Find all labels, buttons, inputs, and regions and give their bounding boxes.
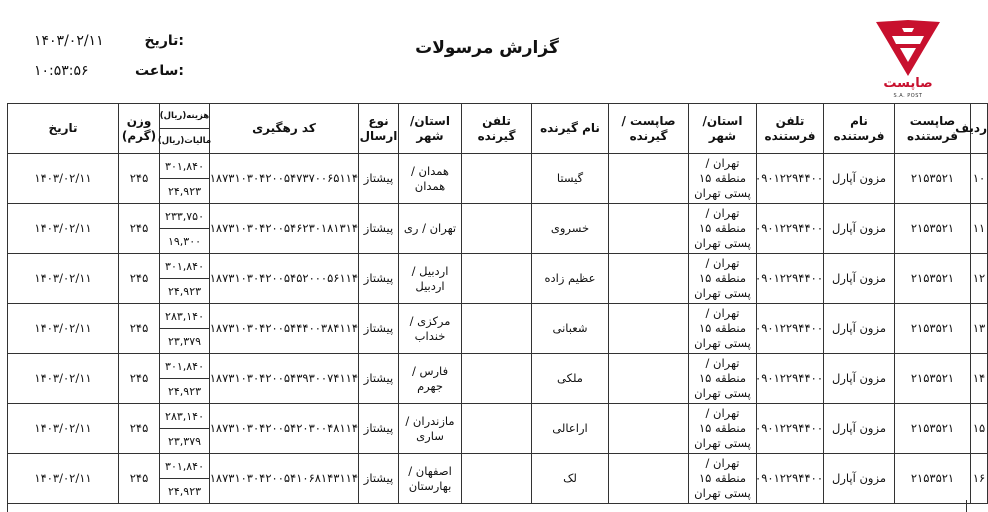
sender-code-cell: ۲۱۵۳۵۲۱	[895, 354, 971, 404]
col-receiver-phone: تلفن گیرنده	[462, 104, 532, 154]
tracking-cell: ۱۸۷۳۱۰۳۰۴۲۰۰۵۴۷۳۷۰۰۶۵۱۱۴	[210, 154, 359, 204]
sender-phone-cell: ۰۹۰۱۲۲۹۴۴۰۰	[757, 204, 824, 254]
col-row: ردیف	[971, 104, 988, 154]
col-sender-phone: تلفن فرستنده	[757, 104, 824, 154]
table-row	[8, 354, 988, 404]
receiver-province-cell: فارس / جهرم	[399, 354, 462, 404]
sender-phone-cell: ۰۹۰۱۲۲۹۴۴۰۰	[757, 404, 824, 454]
tracking-cell: ۱۸۷۳۱۰۳۰۴۲۰۰۵۴۱۰۶۸۱۴۳۱۱۴	[210, 454, 359, 504]
sender-province-cell: تهران / منطقه ۱۵ پستی تهران	[689, 454, 757, 504]
tax-value: ۲۴,۹۲۳	[167, 384, 202, 398]
date-cell: ۱۴۰۳/۰۲/۱۱	[8, 404, 119, 454]
receiver-name-cell: اراعالی	[532, 404, 609, 454]
sender-code-cell: ۲۱۵۳۵۲۱	[895, 304, 971, 354]
sender-name-cell: مزون آپارل	[824, 204, 895, 254]
receiver-name-cell: گیستا	[532, 154, 609, 204]
receiver-name-cell: ملکی	[532, 354, 609, 404]
weight-cell: ۲۴۵	[119, 254, 160, 304]
report-time: ۱۰:۵۳:۵۶	[34, 63, 89, 79]
row-cell: ۱۳	[971, 304, 988, 354]
sender-province-cell: تهران / منطقه ۱۵ پستی تهران	[689, 254, 757, 304]
cost-value: ۲۸۳,۱۴۰	[160, 304, 209, 329]
tracking-cell: ۱۸۷۳۱۰۳۰۴۲۰۰۵۴۴۴۰۰۳۸۴۱۱۴	[210, 304, 359, 354]
row-cell: ۱۰	[971, 154, 988, 204]
date-cell: ۱۴۰۳/۰۲/۱۱	[8, 154, 119, 204]
send-type-cell: پیشتاز	[359, 354, 399, 404]
sender-name-cell: مزون آپارل	[824, 354, 895, 404]
receiver-code-cell	[609, 204, 689, 254]
col-receiver-name: نام گیرنده	[532, 104, 609, 154]
receiver-name-cell: عظیم زاده	[532, 254, 609, 304]
receiver-province-cell: اردبیل / اردبیل	[399, 254, 462, 304]
tracking-cell: ۱۸۷۳۱۰۳۰۴۲۰۰۵۴۲۰۳۰۰۴۸۱۱۴	[210, 404, 359, 454]
cost-value: ۳۰۱,۸۴۰	[160, 454, 209, 479]
receiver-name-cell: شعبانی	[532, 304, 609, 354]
col-date: تاریخ	[8, 104, 119, 154]
table-header-row	[8, 104, 988, 154]
table-row	[8, 204, 988, 254]
send-type-cell: پیشتاز	[359, 304, 399, 354]
table-row	[8, 404, 988, 454]
receiver-phone-cell	[462, 154, 532, 204]
table-row	[8, 254, 988, 304]
sender-code-cell: ۲۱۵۳۵۲۱	[895, 454, 971, 504]
logo-subtext: S.A. POST	[893, 93, 923, 99]
sender-province-cell: تهران / منطقه ۱۵ پستی تهران	[689, 304, 757, 354]
cost-value: ۳۰۱,۸۴۰	[160, 254, 209, 279]
sender-name-cell: مزون آپارل	[824, 404, 895, 454]
date-cell: ۱۴۰۳/۰۲/۱۱	[8, 254, 119, 304]
weight-cell: ۲۴۵	[119, 304, 160, 354]
cost-cell	[160, 454, 210, 504]
tax-value: ۲۴,۹۲۳	[167, 484, 202, 498]
tax-value: ۲۴,۹۲۳	[167, 284, 202, 298]
col-sender-name: نام فرستنده	[824, 104, 895, 154]
row-cell: ۱۵	[971, 404, 988, 454]
cost-cell	[160, 404, 210, 454]
time-label: ساعت:	[134, 63, 184, 79]
receiver-province-cell: تهران / ری	[399, 204, 462, 254]
col-sender-province: استان/ شهر	[689, 104, 757, 154]
weight-cell: ۲۴۵	[119, 404, 160, 454]
cost-value: ۳۰۱,۸۴۰	[160, 354, 209, 379]
date-label: تاریخ:	[144, 33, 184, 49]
sender-province-cell: تهران / منطقه ۱۵ پستی تهران	[689, 354, 757, 404]
date-cell: ۱۴۰۳/۰۲/۱۱	[8, 304, 119, 354]
cost-value: ۲۳۳,۷۵۰	[160, 204, 209, 229]
sender-phone-cell: ۰۹۰۱۲۲۹۴۴۰۰	[757, 304, 824, 354]
receiver-phone-cell	[462, 304, 532, 354]
tracking-cell: ۱۸۷۳۱۰۳۰۴۲۰۰۵۴۵۲۰۰۰۵۶۱۱۴	[210, 254, 359, 304]
col-cost-label: هزینه(ریال)	[160, 104, 209, 129]
receiver-province-cell: مازندران / ساری	[399, 404, 462, 454]
weight-cell: ۲۴۵	[119, 154, 160, 204]
sender-phone-cell: ۰۹۰۱۲۲۹۴۴۰۰	[757, 254, 824, 304]
sender-code-cell: ۲۱۵۳۵۲۱	[895, 404, 971, 454]
weight-cell: ۲۴۵	[119, 204, 160, 254]
table-row	[8, 454, 988, 504]
sender-province-cell: تهران / منطقه ۱۵ پستی تهران	[689, 154, 757, 204]
col-tracking: کد رهگیری	[210, 104, 359, 154]
receiver-name-cell: لک	[532, 454, 609, 504]
receiver-code-cell	[609, 404, 689, 454]
cost-value: ۳۰۱,۸۴۰	[160, 154, 209, 179]
receiver-phone-cell	[462, 454, 532, 504]
sender-code-cell: ۲۱۵۳۵۲۱	[895, 204, 971, 254]
weight-cell: ۲۴۵	[119, 454, 160, 504]
sender-name-cell: مزون آپارل	[824, 154, 895, 204]
sender-code-cell: ۲۱۵۳۵۲۱	[895, 254, 971, 304]
send-type-cell: پیشتاز	[359, 204, 399, 254]
row-cell: ۱۲	[971, 254, 988, 304]
time-row	[34, 56, 184, 86]
receiver-phone-cell	[462, 204, 532, 254]
receiver-code-cell	[609, 354, 689, 404]
tax-value: ۲۳,۳۷۹	[167, 334, 202, 348]
tax-value: ۲۳,۳۷۹	[167, 434, 202, 448]
sender-name-cell: مزون آپارل	[824, 254, 895, 304]
send-type-cell: پیشتاز	[359, 154, 399, 204]
cost-cell	[160, 354, 210, 404]
table-row	[8, 304, 988, 354]
receiver-phone-cell	[462, 354, 532, 404]
sender-code-cell: ۲۱۵۳۵۲۱	[895, 154, 971, 204]
receiver-name-cell: خسروی	[532, 204, 609, 254]
row-cell: ۱۶	[971, 454, 988, 504]
receiver-code-cell	[609, 454, 689, 504]
sender-phone-cell: ۰۹۰۱۲۲۹۴۴۰۰	[757, 454, 824, 504]
col-receiver-province: استان/ شهر	[399, 104, 462, 154]
cost-cell	[160, 254, 210, 304]
receiver-code-cell	[609, 304, 689, 354]
col-cost	[157, 104, 212, 154]
send-type-cell: پیشتاز	[359, 254, 399, 304]
receiver-phone-cell	[462, 404, 532, 454]
sender-phone-cell: ۰۹۰۱۲۲۹۴۴۰۰	[757, 154, 824, 204]
shipments-table	[7, 103, 988, 504]
page-title: گزارش مرسولات	[415, 38, 559, 58]
table-row	[8, 154, 988, 204]
col-weight: وزن (گرم)	[119, 104, 160, 154]
row-cell: ۱۱	[971, 204, 988, 254]
receiver-province-cell: اصفهان / بهارستان	[399, 454, 462, 504]
weight-cell: ۲۴۵	[119, 354, 160, 404]
row-cell: ۱۴	[971, 354, 988, 404]
table-body	[8, 154, 988, 504]
receiver-code-cell	[609, 254, 689, 304]
tax-value: ۱۹,۳۰۰	[167, 234, 202, 248]
receiver-code-cell	[609, 154, 689, 204]
tracking-cell: ۱۸۷۳۱۰۳۰۴۲۰۰۵۴۳۹۳۰۰۷۴۱۱۴	[210, 354, 359, 404]
col-send-type: نوع ارسال	[359, 104, 399, 154]
send-type-cell: پیشتاز	[359, 404, 399, 454]
send-type-cell: پیشتاز	[359, 454, 399, 504]
tax-value: ۲۴,۹۲۳	[167, 184, 202, 198]
date-cell: ۱۴۰۳/۰۲/۱۱	[8, 454, 119, 504]
receiver-province-cell: مرکزی / خنداب	[399, 304, 462, 354]
table-continuation	[7, 500, 967, 512]
col-sender-code: صاپست فرستنده	[895, 104, 971, 154]
sender-name-cell: مزون آپارل	[824, 454, 895, 504]
cost-cell	[160, 304, 210, 354]
receiver-phone-cell	[462, 254, 532, 304]
sender-province-cell: تهران / منطقه ۱۵ پستی تهران	[689, 404, 757, 454]
logo-wordmark: صاپست	[883, 76, 933, 91]
sender-name-cell: مزون آپارل	[824, 304, 895, 354]
col-receiver-code: صاپست /گیرنده	[609, 104, 689, 154]
date-cell: ۱۴۰۳/۰۲/۱۱	[8, 204, 119, 254]
col-tax-label: مالیات(ریال)	[157, 135, 212, 146]
cost-cell	[160, 154, 210, 204]
receiver-province-cell: همدان / همدان	[399, 154, 462, 204]
sender-phone-cell: ۰۹۰۱۲۲۹۴۴۰۰	[757, 354, 824, 404]
date-cell: ۱۴۰۳/۰۲/۱۱	[8, 354, 119, 404]
cost-cell	[160, 204, 210, 254]
sender-province-cell: تهران / منطقه ۱۵ پستی تهران	[689, 204, 757, 254]
cost-value: ۲۸۳,۱۴۰	[160, 404, 209, 429]
tracking-cell: ۱۸۷۳۱۰۳۰۴۲۰۰۵۴۶۲۳۰۱۸۱۳۱۴	[210, 204, 359, 254]
report-date: ۱۴۰۳/۰۲/۱۱	[34, 33, 104, 49]
